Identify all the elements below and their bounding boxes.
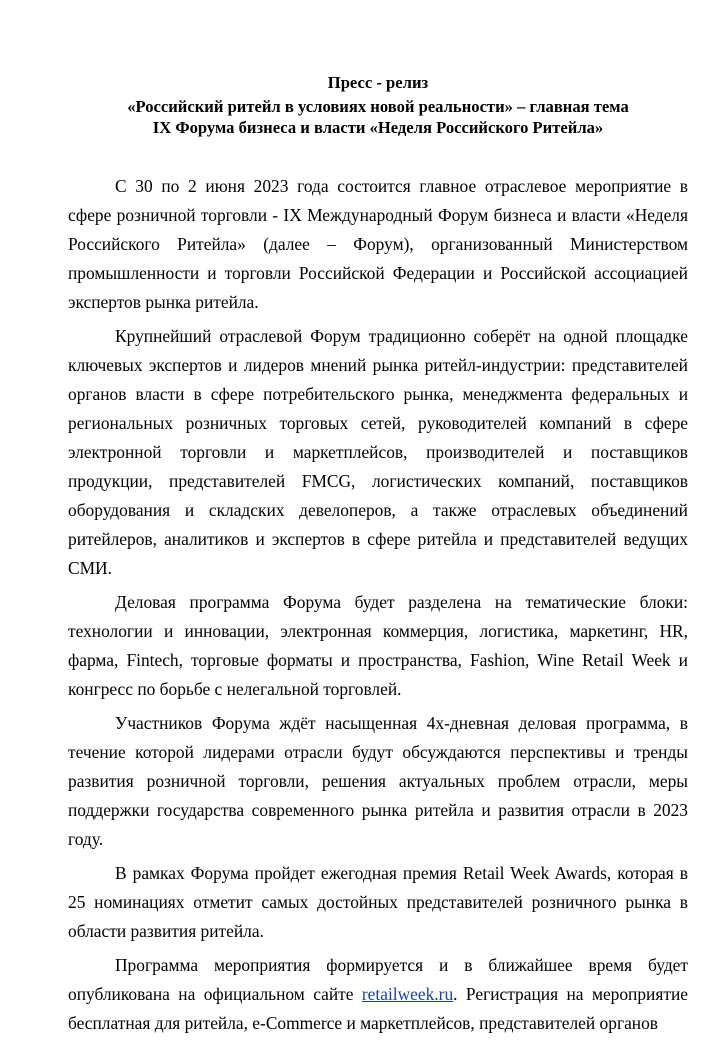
paragraph-awards: В рамках Форума пройдет ежегодная премия Retail Week Awards, которая в 25 номинациях отметит самых достойных представителей розничного рынка в области развития ритейла. bbox=[68, 863, 688, 941]
press-release-title: Пресс - релиз bbox=[327, 73, 429, 92]
headline-line-2: IX Форума бизнеса и власти «Неделя Российского Ритейла» bbox=[152, 118, 604, 137]
document-page bbox=[68, 72, 688, 1043]
document-body bbox=[68, 172, 688, 1038]
paragraph-participants: Крупнейший отраслевой Форум традиционно соберёт на одной площадке ключевых экспертов и лидеров мнений рынка ритейл-индустрии: представителей органов власти в сфере потребительского рынка, менеджмента федеральных и региональных розничных торговых сетей, руководителей компаний в сфере электронной торговли и маркетплейсов, производителей и поставщиков продукции, представителей FMCG, логистических компаний, поставщиков оборудования и складских девелоперов, а также отраслевых объединений ритейлеров, аналитиков и экспертов в сфере ритейла и представителей ведущих СМИ. bbox=[68, 326, 688, 578]
paragraph-dates: С 30 по 2 июня 2023 года состоится главное отраслевое мероприятие в сфере розничной торговли - IX Международный Форум бизнеса и власти «Неделя Российского Ритейла» (далее – Форум), организованный Министерством промышленности и торговли Российской Федерации и Российской ассоциацией экспертов рынка ритейла. bbox=[68, 176, 688, 312]
registration-text-before-link: Программа мероприятия формируется и в ближайшее время будет опубликована на официальном сайте bbox=[68, 955, 688, 1004]
paragraph-program-blocks: Деловая программа Форума будет разделена на тематические блоки: технологии и инновации, электронная коммерция, логистика, маркетинг, HR, фарма, Fintech, торговые форматы и пространства, Fashion, Wine Retail Week и конгресс по борьбе с нелегальной торговлей. bbox=[68, 592, 688, 699]
document-heading bbox=[68, 72, 688, 138]
paragraph-registration bbox=[68, 951, 688, 1038]
registration-text-after-link: . Регистрация на мероприятие бесплатная для ритейла, e-Commerce и маркетплейсов, представителей органов bbox=[68, 984, 688, 1033]
headline-line-1: «Российский ритейл в условиях новой реальности» – главная тема bbox=[127, 97, 629, 116]
retailweek-link[interactable]: retailweek.ru bbox=[361, 984, 454, 1004]
paragraph-business-program: Участников Форума ждёт насыщенная 4х-дневная деловая программа, в течение которой лидерами отрасли будут обсуждаются перспективы и тренды развития розничной торговли, решения актуальных проблем отрасли, меры поддержки государства современного рынка ритейла и развития отрасли в 2023 году. bbox=[68, 713, 688, 849]
